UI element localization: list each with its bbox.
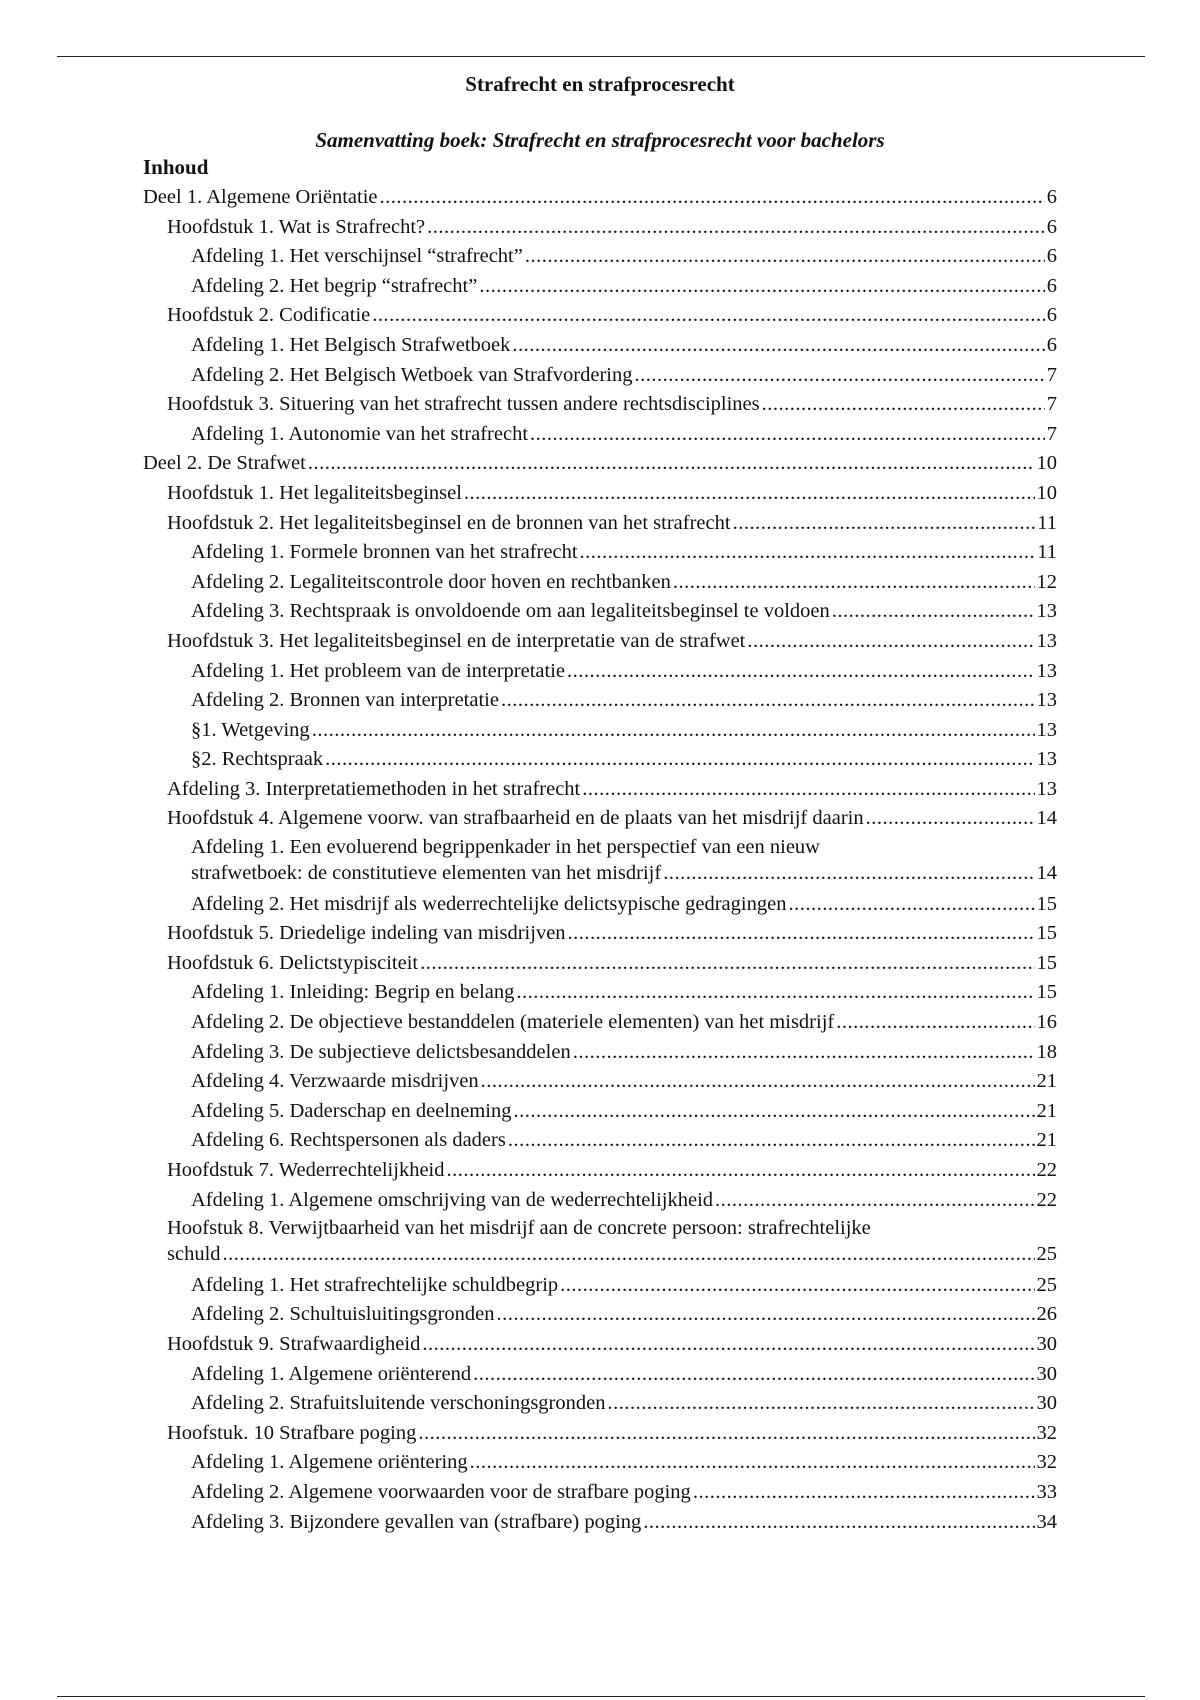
dot-leader bbox=[447, 1156, 1035, 1186]
toc-entry-text: Afdeling 3. Bijzondere gevallen van (strafbare) poging bbox=[191, 1510, 642, 1533]
toc-entry-text: Hoofdstuk 3. Het legaliteitsbeginsel en de interpretatie van de strafwet bbox=[167, 629, 746, 652]
toc-page-number: 30 bbox=[1036, 1392, 1057, 1415]
toc-entry[interactable] bbox=[143, 331, 1057, 361]
toc-entry-text: Afdeling 1. Het verschijnsel “strafrecht” bbox=[191, 245, 523, 268]
dot-leader bbox=[733, 509, 1036, 539]
toc-entry-text: Hoofdstuk 7. Wederrechtelijkheid bbox=[167, 1159, 445, 1181]
toc-entry-text: Afdeling 2. Het misdrijf als wederrechtelijke delictsypische gedragingen bbox=[191, 892, 787, 915]
toc-page-number: 13 bbox=[1036, 718, 1057, 741]
toc-page-number: 11 bbox=[1037, 511, 1057, 534]
toc-entry-text: Hoofdstuk 5. Driedelige indeling van misdrijven bbox=[167, 922, 566, 945]
dot-leader bbox=[582, 775, 1034, 805]
toc-entry[interactable] bbox=[143, 1360, 1057, 1390]
toc-page-number: 21 bbox=[1036, 1070, 1057, 1093]
dot-leader bbox=[525, 242, 1045, 272]
toc-entry[interactable] bbox=[143, 949, 1057, 979]
toc-entry-text: Hoofdstuk 2. Codificatie bbox=[167, 304, 371, 327]
dot-leader bbox=[325, 745, 1034, 775]
dot-leader bbox=[832, 597, 1035, 627]
toc-entry-text: Afdeling 2. Het begrip “strafrecht” bbox=[191, 274, 478, 297]
toc-entry[interactable] bbox=[143, 1478, 1057, 1508]
toc-entry-text: Afdeling 1. Algemene oriëntering bbox=[191, 1451, 468, 1474]
toc-page-number: 13 bbox=[1036, 600, 1057, 623]
toc-entry[interactable] bbox=[143, 390, 1057, 420]
toc-entry[interactable] bbox=[143, 538, 1057, 568]
dot-leader bbox=[420, 949, 1034, 979]
toc-entry[interactable] bbox=[143, 1215, 1057, 1271]
toc-entry-text: Afdeling 2. Schultuisluitingsgronden bbox=[191, 1303, 495, 1326]
toc-page-number: 25 bbox=[1036, 1273, 1057, 1296]
toc-entry-text: Afdeling 2. Legaliteitscontrole door hoven en rechtbanken bbox=[191, 570, 671, 593]
dot-leader bbox=[372, 301, 1044, 331]
toc-entry[interactable] bbox=[143, 1186, 1057, 1216]
toc-page-number: 21 bbox=[1036, 1099, 1057, 1122]
toc-entry[interactable] bbox=[143, 1300, 1057, 1330]
dot-leader bbox=[762, 390, 1045, 420]
toc-entry[interactable] bbox=[143, 1038, 1057, 1068]
dot-leader bbox=[580, 538, 1036, 568]
toc-entry[interactable] bbox=[143, 1508, 1057, 1538]
toc-page-number: 6 bbox=[1046, 304, 1057, 327]
toc-entry[interactable] bbox=[143, 745, 1057, 775]
toc-entry-text: Afdeling 3. De subjectieve delictsbesanddelen bbox=[191, 1040, 571, 1063]
toc-entry[interactable] bbox=[143, 242, 1057, 272]
toc-entry[interactable] bbox=[143, 420, 1057, 450]
toc-entry[interactable] bbox=[143, 716, 1057, 746]
toc-entry[interactable] bbox=[143, 1008, 1057, 1038]
toc-page-number: 14 bbox=[1036, 807, 1057, 830]
toc-entry-text: Afdeling 2. Bronnen van interpretatie bbox=[191, 689, 499, 712]
toc-entry-text: Afdeling 5. Daderschap en deelneming bbox=[191, 1099, 512, 1122]
dot-leader bbox=[643, 1508, 1034, 1538]
toc-entry[interactable] bbox=[143, 479, 1057, 509]
toc-entry[interactable] bbox=[143, 686, 1057, 716]
toc-page-number: 33 bbox=[1036, 1480, 1057, 1503]
toc-page-number: 11 bbox=[1037, 541, 1057, 564]
toc-entry-text: Afdeling 3. Rechtspraak is onvoldoende om aan legaliteitsbeginsel te voldoen bbox=[191, 600, 830, 623]
toc-page-number: 13 bbox=[1036, 629, 1057, 652]
toc-entry[interactable] bbox=[143, 1448, 1057, 1478]
footer-rule bbox=[57, 1696, 1145, 1697]
toc-entry-text: Afdeling 1. Het Belgisch Strafwetboek bbox=[191, 333, 511, 356]
toc-page-number: 21 bbox=[1036, 1129, 1057, 1152]
toc-page-number: 25 bbox=[1036, 1243, 1057, 1266]
toc-entry-text: Afdeling 2. De objectieve bestanddelen (materiele elementen) van het misdrijf bbox=[191, 1011, 835, 1034]
toc-page-number: 6 bbox=[1046, 215, 1057, 238]
toc-entry[interactable] bbox=[143, 1097, 1057, 1127]
dot-leader bbox=[479, 272, 1044, 302]
toc-entry-text: Hoofdstuk 1. Het legaliteitsbeginsel bbox=[167, 481, 462, 504]
dot-leader bbox=[560, 1271, 1034, 1301]
toc-entry[interactable] bbox=[143, 775, 1057, 805]
toc-entry-text: Hoofdstuk 4. Algemene voorw. van strafbaarheid en de plaats van het misdrijf daarin bbox=[167, 807, 864, 830]
toc-entry[interactable] bbox=[143, 272, 1057, 302]
toc-entry-text: Afdeling 1. Een evoluerend begrippenkader in het perspectief van een nieuw bbox=[191, 836, 820, 859]
toc-page-number: 6 bbox=[1046, 333, 1057, 356]
toc-page-number: 7 bbox=[1046, 393, 1057, 416]
toc-page-number: 32 bbox=[1036, 1451, 1057, 1474]
toc-entry[interactable] bbox=[143, 1271, 1057, 1301]
toc-entry-text: Afdeling 1. Algemene oriënterend bbox=[191, 1362, 472, 1385]
dot-leader bbox=[513, 1097, 1034, 1127]
dot-leader bbox=[568, 919, 1035, 949]
toc-entry-text: Afdeling 2. Algemene voorwaarden voor de strafbare poging bbox=[191, 1480, 691, 1503]
toc-page-number: 6 bbox=[1046, 186, 1057, 208]
toc-entry-text: Hoofdstuk 9. Strafwaardigheid bbox=[167, 1332, 421, 1355]
toc-page-number: 12 bbox=[1036, 570, 1057, 593]
document-subtitle: Samenvatting boek: Strafrecht en strafprocesrecht voor bachelors bbox=[315, 128, 885, 152]
toc-entry[interactable] bbox=[143, 183, 1057, 213]
toc-page-number: 7 bbox=[1046, 422, 1057, 445]
dot-leader bbox=[501, 686, 1035, 716]
dot-leader bbox=[530, 420, 1045, 450]
dot-leader bbox=[418, 1419, 1034, 1449]
toc-page-number: 14 bbox=[1036, 862, 1057, 885]
toc-page-number: 34 bbox=[1036, 1510, 1057, 1533]
toc-page-number: 15 bbox=[1036, 922, 1057, 945]
toc-page-number: 6 bbox=[1046, 274, 1057, 297]
dot-leader bbox=[836, 1008, 1034, 1038]
toc-entry-text: Afdeling 3. Interpretatiemethoden in het strafrecht bbox=[167, 777, 581, 800]
document-title: Strafrecht en strafprocesrecht bbox=[465, 72, 735, 96]
toc-heading: Inhoud bbox=[143, 155, 209, 179]
toc-entry[interactable] bbox=[143, 449, 1057, 479]
dot-leader bbox=[516, 978, 1034, 1008]
toc-page-number: 22 bbox=[1036, 1188, 1057, 1211]
dot-leader bbox=[470, 1448, 1035, 1478]
dot-leader bbox=[512, 331, 1044, 361]
toc-entry-text: Hoofstuk 8. Verwijtbaarheid van het misdrijf aan de concrete persoon: strafrechtelijke bbox=[167, 1217, 871, 1240]
toc-page-number: 15 bbox=[1036, 951, 1057, 974]
toc-page-number: 13 bbox=[1036, 689, 1057, 712]
dot-leader bbox=[693, 1478, 1035, 1508]
toc-entry[interactable] bbox=[143, 834, 1057, 890]
toc-entry-text: Afdeling 2. Strafuitsluitende verschoningsgronden bbox=[191, 1392, 606, 1415]
toc-page-number: 13 bbox=[1036, 748, 1057, 771]
toc-entry-text-continued: schuld bbox=[167, 1243, 221, 1266]
dot-leader bbox=[508, 1126, 1035, 1156]
toc-entry[interactable] bbox=[143, 1126, 1057, 1156]
toc-entry[interactable] bbox=[143, 627, 1057, 657]
dot-leader bbox=[223, 1241, 1035, 1267]
dot-leader bbox=[312, 716, 1035, 746]
toc-entry[interactable] bbox=[143, 1389, 1057, 1419]
toc-entry-text: Deel 1. Algemene Oriëntatie bbox=[143, 186, 378, 208]
dot-leader bbox=[473, 1360, 1034, 1390]
toc-page-number: 30 bbox=[1036, 1362, 1057, 1385]
toc-entry-text: Afdeling 2. Het Belgisch Wetboek van Strafvordering bbox=[191, 363, 633, 386]
toc-entry-text: Afdeling 4. Verzwaarde misdrijven bbox=[191, 1070, 479, 1093]
toc-entry-text: Hoofdstuk 2. Het legaliteitsbeginsel en de bronnen van het strafrecht bbox=[167, 511, 731, 534]
toc-entry[interactable] bbox=[143, 1330, 1057, 1360]
toc-page-number: 10 bbox=[1036, 452, 1057, 475]
dot-leader bbox=[715, 1186, 1034, 1216]
toc-entry-text: §1. Wetgeving bbox=[191, 718, 310, 741]
toc-entry-text-continued: strafwetboek: de constitutieve elementen van het misdrijf bbox=[191, 862, 662, 885]
toc-entry[interactable] bbox=[143, 919, 1057, 949]
toc-entry-text: Hoofdstuk 3. Situering van het strafrecht tussen andere rechtsdisciplines bbox=[167, 393, 760, 416]
toc-entry[interactable] bbox=[143, 597, 1057, 627]
toc-entry[interactable] bbox=[143, 213, 1057, 243]
toc-entry[interactable] bbox=[143, 890, 1057, 920]
toc-entry-text: Afdeling 1. Inleiding: Begrip en belang bbox=[191, 981, 515, 1004]
dot-leader bbox=[866, 804, 1035, 834]
toc-page-number: 13 bbox=[1036, 777, 1057, 800]
toc-entry[interactable] bbox=[143, 1419, 1057, 1449]
dot-leader bbox=[464, 479, 1035, 509]
toc-page-number: 10 bbox=[1036, 481, 1057, 504]
dot-leader bbox=[747, 627, 1034, 657]
toc-entry-text: Afdeling 1. Formele bronnen van het strafrecht bbox=[191, 541, 578, 564]
toc-entry[interactable] bbox=[143, 301, 1057, 331]
toc-entry[interactable] bbox=[143, 978, 1057, 1008]
toc-entry[interactable] bbox=[143, 804, 1057, 834]
toc-page-number: 30 bbox=[1036, 1332, 1057, 1355]
toc-entry-text: Afdeling 6. Rechtspersonen als daders bbox=[191, 1129, 506, 1152]
toc-entry-text: §2. Rechtspraak bbox=[191, 748, 324, 771]
dot-leader bbox=[663, 860, 1034, 886]
toc-entry-text: Afdeling 1. Het strafrechtelijke schuldbegrip bbox=[191, 1273, 559, 1296]
toc-entry-text: Hoofdstuk 6. Delictstypisciteit bbox=[167, 951, 419, 974]
dot-leader bbox=[788, 890, 1034, 920]
dot-leader bbox=[567, 657, 1035, 687]
toc-page-number: 26 bbox=[1036, 1303, 1057, 1326]
toc-entry[interactable] bbox=[143, 568, 1057, 598]
toc-entry[interactable] bbox=[143, 1156, 1057, 1186]
toc-page-number: 22 bbox=[1036, 1159, 1057, 1181]
header-rule bbox=[57, 56, 1145, 57]
dot-leader bbox=[481, 1067, 1035, 1097]
toc-page-number: 6 bbox=[1046, 245, 1057, 268]
toc-page-number: 15 bbox=[1036, 981, 1057, 1004]
toc-entry[interactable] bbox=[143, 509, 1057, 539]
dot-leader bbox=[427, 213, 1045, 243]
toc-entry-text: Afdeling 1. Het probleem van de interpretatie bbox=[191, 659, 565, 682]
toc-page-number: 7 bbox=[1046, 363, 1057, 386]
toc-page-number: 13 bbox=[1036, 659, 1057, 682]
dot-leader bbox=[634, 361, 1044, 391]
dot-leader bbox=[380, 183, 1045, 213]
toc-entry[interactable] bbox=[143, 1067, 1057, 1097]
dot-leader bbox=[497, 1300, 1035, 1330]
toc-entry-text: Hoofstuk. 10 Strafbare poging bbox=[167, 1421, 417, 1444]
toc-page-number: 16 bbox=[1036, 1011, 1057, 1034]
dot-leader bbox=[308, 449, 1035, 479]
dot-leader bbox=[573, 1038, 1035, 1068]
toc-entry[interactable] bbox=[143, 361, 1057, 391]
toc-page-number: 32 bbox=[1036, 1421, 1057, 1444]
toc-entry-text: Afdeling 1. Autonomie van het strafrecht bbox=[191, 422, 529, 445]
dot-leader bbox=[422, 1330, 1034, 1360]
toc-entry-text: Hoofdstuk 1. Wat is Strafrecht? bbox=[167, 215, 426, 238]
toc-page-number: 15 bbox=[1036, 892, 1057, 915]
toc-entry-text: Afdeling 1. Algemene omschrijving van de wederrechtelijkheid bbox=[191, 1188, 714, 1211]
toc-entry[interactable] bbox=[143, 657, 1057, 687]
table-of-contents bbox=[143, 183, 1057, 1537]
toc-page-number: 18 bbox=[1036, 1040, 1057, 1063]
dot-leader bbox=[673, 568, 1035, 598]
toc-entry-text: Deel 2. De Strafwet bbox=[143, 452, 306, 475]
dot-leader bbox=[607, 1389, 1034, 1419]
